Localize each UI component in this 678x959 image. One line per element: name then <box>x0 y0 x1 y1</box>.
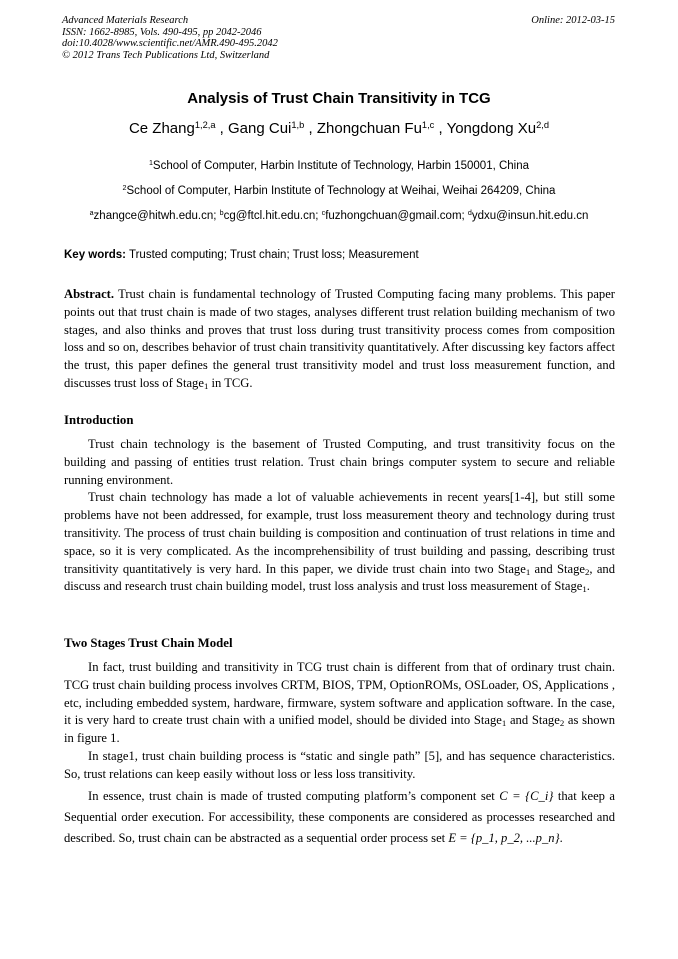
subscript: 1 <box>501 718 507 729</box>
affiliation-text: School of Computer, Harbin Institute of Technology, Harbin 150001, China <box>152 160 530 172</box>
author-name: Yongdong Xu <box>446 120 537 137</box>
journal-doi: doi:10.4028/www.scientific.net/AMR.490-495.2042 <box>62 38 278 50</box>
paper-title: Analysis of Trust Chain Transitivity in TCG <box>187 90 491 107</box>
text-run: . <box>586 579 590 594</box>
keywords-label: Key words: <box>64 249 126 261</box>
journal-issn: ISSN: 1662-8985, Vols. 490-495, pp 2042-2046 <box>62 26 262 38</box>
introduction-body <box>64 436 615 596</box>
text-run: and Stage <box>506 713 560 728</box>
email-sup: d <box>467 209 472 218</box>
journal-header <box>62 15 278 61</box>
email-sup: c <box>321 209 326 218</box>
email-link[interactable]: ydxu@insun.hit.edu.cn <box>471 210 589 222</box>
email-link[interactable]: zhangce@hitwh.edu.cn; <box>93 210 217 222</box>
affiliation-1 <box>0 160 678 172</box>
paragraph: Trust chain technology is the basement of Trusted Computing, and trust transitivity focus on the building and passing of entities trust relation. Trust chain brings computer system to secure and reliable running environment. <box>64 437 615 487</box>
author-list: Ce Zhang$^{1,2,a}$ , Gang Cui$^{1,b}$ , Zhongchuan Fu$^{1,c}$ , Yongdong Xu$^{2,d}$ <box>128 119 550 137</box>
text-run: and Stage <box>530 561 585 576</box>
paragraph <box>64 786 615 849</box>
paragraph: In stage1, trust chain building process is “static and single path” [5], and has sequence characteristics. So, trust relations can keep easily without loss or less loss transitivity. <box>64 748 615 781</box>
author-name: Gang Cui <box>228 120 292 137</box>
subscript: 2 <box>559 718 565 729</box>
online-date: Online: 2012-03-15 <box>531 15 615 26</box>
text-run: as shown in figure 1. <box>64 713 615 746</box>
email-link[interactable]: fuzhongchuan@gmail.com; <box>325 210 465 222</box>
affiliation-sup: 1 <box>148 159 153 168</box>
affiliation-text: School of Computer, Harbin Institute of Technology at Weihai, Weihai 264209, China <box>126 185 556 197</box>
journal-name: Advanced Materials Research <box>62 15 189 26</box>
section-heading-introduction: Introduction <box>64 413 134 427</box>
journal-copyright: © 2012 Trans Tech Publications Ltd, Switzerland <box>62 49 270 61</box>
email-sup: a <box>89 209 94 218</box>
author-name: Zhongchuan Fu <box>316 120 422 137</box>
paragraph <box>64 659 615 748</box>
author-sup: 1,b <box>291 119 305 130</box>
two-stages-body <box>64 659 615 849</box>
author-sup: 2,d <box>536 119 550 130</box>
email-link[interactable]: cg@ftcl.hit.edu.cn; <box>223 210 319 222</box>
text-run: In fact, trust building and transitivity in TCG trust chain is different from that of ordinary trust chain. TCG trust chain building process involves CRTM, BIOS, TPM, OptionROMs, OSLoader, OS, Applications , etc, including embedded system, hardware, firmware, system software and application software. In the case, it is very hard to create trust chain with a unified model, should be divided into Stage <box>64 660 615 728</box>
subscript: 1 <box>525 566 531 577</box>
affiliation-2 <box>0 185 678 197</box>
paragraph <box>64 489 615 596</box>
text-run: that keep a Sequential order execution. For accessibility, these components are considered as processes researched and described. So, trust chain can be abstracted as a sequential order process set <box>64 788 616 845</box>
abstract-tail: in TCG. <box>208 375 253 390</box>
email-sup: b <box>219 209 224 218</box>
author-sup: 1,c <box>421 119 435 130</box>
subscript: 2 <box>584 566 590 577</box>
author-sup: 1,2,a <box>194 119 216 130</box>
text-run: , and discuss and research trust chain building model, trust loss analysis and trust loss measurement of Stage <box>64 561 615 594</box>
keywords <box>64 249 616 261</box>
math-expression: C = {C_i} <box>499 788 554 803</box>
subscript: 1 <box>582 584 587 595</box>
text-run: . <box>559 830 563 845</box>
keywords-text: Trusted computing; Trust chain; Trust loss; Measurement <box>129 249 419 261</box>
abstract-label: Abstract. <box>64 287 115 301</box>
text-run: In essence, trust chain is made of trusted computing platform’s component set <box>88 788 495 803</box>
abstract <box>64 286 615 393</box>
text-run: Trust chain technology has made a lot of valuable achievements in recent years[1-4], but still some problems have not been addressed, for example, trust loss measurement theory and technology during trust transitivity. The process of trust chain building is composition and continuation of trust relations in time and space, so it is very complicated. As the incomprehensibility of trust building and passing, describing trust transitivity quantitatively is very hard. In this paper, we divide trust chain into two Stage <box>64 490 615 576</box>
section-heading-two-stages: Two Stages Trust Chain Model <box>64 636 233 650</box>
subscript: 1 <box>203 381 209 392</box>
abstract-text: Trust chain is fundamental technology of Trusted Computing facing many problems. This paper points out that trust chain is made of two stages, analyses different trust relation building mechanism of two stages, and also thinks and proves that trust loss during trust transitivity process comes from composition loss and so on, describes behavior of trust chain transitivity quantitatively. After discussing key factors affect the trust, this paper defines the general trust transitivity model and trust loss measurement function, and discusses trust loss of Stage <box>64 287 615 390</box>
math-expression: E = {p_1, p_2, ...p_n} <box>448 830 560 845</box>
author-name: Ce Zhang <box>128 120 195 137</box>
affiliation-sup: 2 <box>122 184 127 193</box>
email-list <box>0 210 678 222</box>
